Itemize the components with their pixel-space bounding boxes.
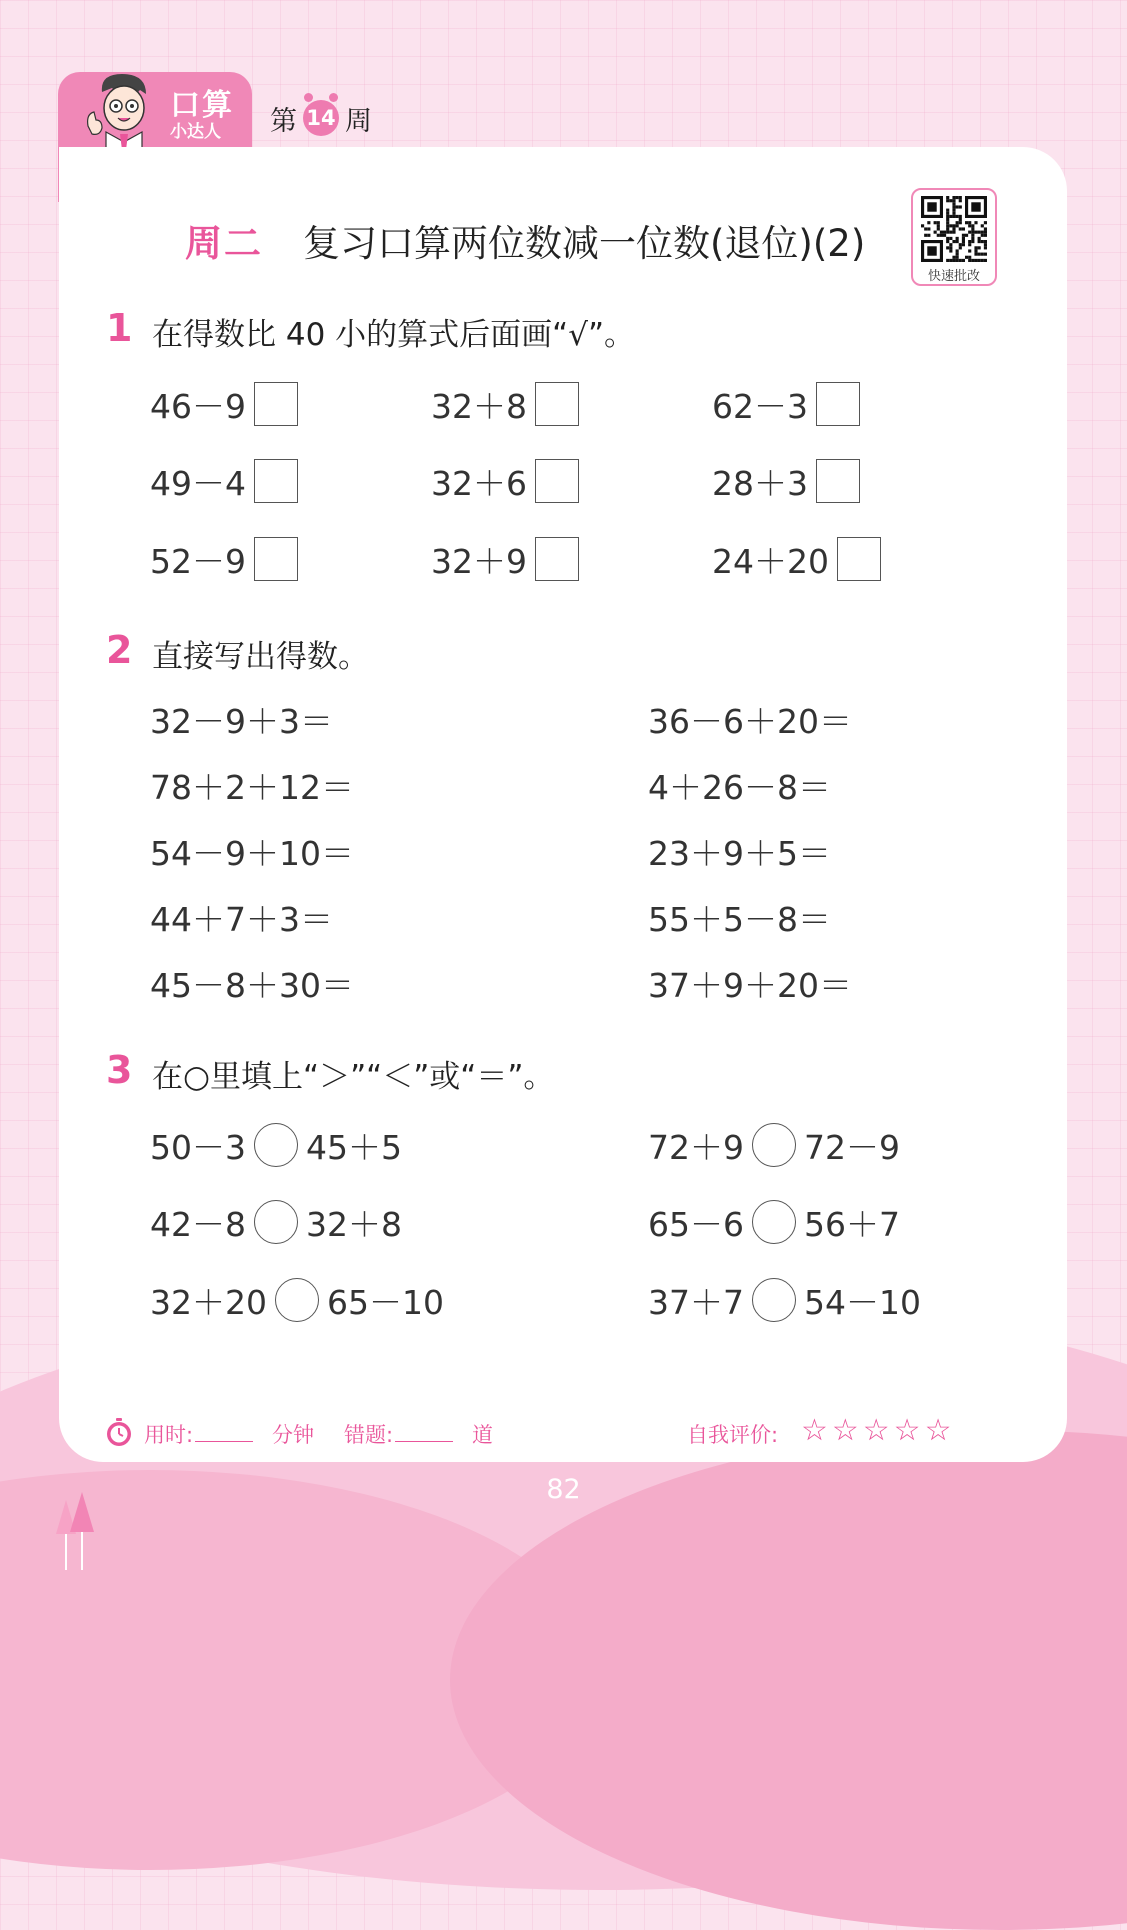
equation-item bbox=[648, 762, 831, 808]
equation-item bbox=[150, 828, 354, 874]
compare-circle[interactable] bbox=[752, 1278, 796, 1322]
expression-text: 32＋8 bbox=[431, 386, 527, 426]
expression-item bbox=[150, 536, 298, 582]
expression-text: 24＋20 bbox=[712, 541, 829, 581]
comparison-left: 37＋7 bbox=[648, 1282, 744, 1322]
section-2-instruction: 直接写出得数。 bbox=[152, 639, 369, 675]
equation-text: 54－9＋10＝ bbox=[150, 833, 354, 873]
comparison-item bbox=[648, 1277, 921, 1323]
comparison-left: 50－3 bbox=[150, 1127, 246, 1167]
title-text: 复习口算两位数减一位数(退位)(2) bbox=[303, 222, 866, 265]
expression-text: 28＋3 bbox=[712, 463, 808, 503]
expression-text: 32＋9 bbox=[431, 541, 527, 581]
compare-circle[interactable] bbox=[254, 1123, 298, 1167]
week-prefix: 第 bbox=[270, 105, 297, 137]
qr-panel[interactable] bbox=[911, 188, 997, 286]
answer-box[interactable] bbox=[535, 382, 579, 426]
comparison-item bbox=[150, 1277, 444, 1323]
tab-title: 口算 bbox=[170, 88, 234, 123]
page-title bbox=[185, 213, 865, 267]
equation-item bbox=[150, 762, 354, 808]
expression-text: 32＋6 bbox=[431, 463, 527, 503]
expression-item bbox=[150, 458, 298, 504]
comparison-left: 42－8 bbox=[150, 1204, 246, 1244]
comparison-right: 56＋7 bbox=[804, 1204, 900, 1244]
expression-item bbox=[431, 381, 579, 427]
comparison-item bbox=[648, 1122, 900, 1168]
week-label bbox=[270, 98, 372, 138]
section-3-instruction: 在○里填上“＞”“＜”或“＝”。 bbox=[152, 1059, 555, 1095]
footer bbox=[104, 1415, 984, 1451]
equation-item bbox=[648, 960, 852, 1006]
section-1-instruction: 在得数比 40 小的算式后面画“√”。 bbox=[152, 317, 636, 353]
equation-item bbox=[648, 696, 852, 742]
answer-box[interactable] bbox=[254, 459, 298, 503]
answer-box[interactable] bbox=[535, 459, 579, 503]
equation-text: 36－6＋20＝ bbox=[648, 701, 852, 741]
errors-blank[interactable] bbox=[395, 1421, 453, 1442]
comparison-left: 65－6 bbox=[648, 1204, 744, 1244]
day-label: 周二 bbox=[185, 222, 263, 265]
expression-item bbox=[431, 458, 579, 504]
time-unit: 分钟 bbox=[272, 1423, 314, 1447]
stopwatch-icon bbox=[104, 1417, 134, 1447]
expression-item bbox=[712, 381, 860, 427]
comparison-left: 72＋9 bbox=[648, 1127, 744, 1167]
answer-box[interactable] bbox=[254, 382, 298, 426]
equation-text: 45－8＋30＝ bbox=[150, 965, 354, 1005]
answer-box[interactable] bbox=[535, 537, 579, 581]
comparison-right: 54－10 bbox=[804, 1282, 921, 1322]
expression-text: 49－4 bbox=[150, 463, 246, 503]
equation-item bbox=[150, 894, 333, 940]
equation-text: 37＋9＋20＝ bbox=[648, 965, 852, 1005]
equation-text: 78＋2＋12＝ bbox=[150, 767, 354, 807]
comparison-item bbox=[150, 1122, 402, 1168]
expression-item bbox=[431, 536, 579, 582]
section-2-number: 2 bbox=[106, 628, 133, 672]
answer-box[interactable] bbox=[837, 537, 881, 581]
time-blank[interactable] bbox=[195, 1421, 253, 1442]
equation-item bbox=[648, 828, 831, 874]
compare-circle[interactable] bbox=[752, 1200, 796, 1244]
equation-text: 55＋5－8＝ bbox=[648, 899, 831, 939]
comparison-right: 65－10 bbox=[326, 1282, 444, 1322]
comparison-right: 72－9 bbox=[804, 1127, 900, 1167]
expression-text: 46－9 bbox=[150, 386, 246, 426]
equation-text: 4＋26－8＝ bbox=[648, 767, 831, 807]
comparison-item bbox=[150, 1199, 402, 1245]
section-3-number: 3 bbox=[106, 1048, 133, 1092]
errors-unit: 道 bbox=[472, 1423, 493, 1447]
equation-text: 23＋9＋5＝ bbox=[648, 833, 831, 873]
expression-item bbox=[712, 536, 881, 582]
qr-label: 快速批改 bbox=[927, 269, 980, 284]
mascot-icon bbox=[80, 70, 170, 150]
page-number: 82 bbox=[546, 1474, 581, 1505]
answer-box[interactable] bbox=[816, 382, 860, 426]
compare-circle[interactable] bbox=[275, 1278, 319, 1322]
tab-subtitle: 小达人 bbox=[170, 122, 221, 142]
comparison-item bbox=[648, 1199, 900, 1245]
errors-label: 错题: bbox=[344, 1423, 394, 1447]
answer-box[interactable] bbox=[816, 459, 860, 503]
qr-code-icon[interactable] bbox=[921, 196, 987, 262]
expression-item bbox=[150, 381, 298, 427]
expression-text: 52－9 bbox=[150, 541, 246, 581]
expression-item bbox=[712, 458, 860, 504]
equation-text: 32－9＋3＝ bbox=[150, 701, 333, 741]
rating-stars[interactable]: ☆☆☆☆☆ bbox=[801, 1413, 956, 1448]
equation-item bbox=[648, 894, 831, 940]
answer-box[interactable] bbox=[254, 537, 298, 581]
week-suffix: 周 bbox=[345, 105, 372, 137]
section-1-number: 1 bbox=[106, 306, 133, 350]
comparison-left: 32＋20 bbox=[150, 1282, 267, 1322]
time-label: 用时: bbox=[144, 1423, 194, 1447]
comparison-right: 32＋8 bbox=[306, 1204, 402, 1244]
equation-item bbox=[150, 696, 333, 742]
equation-text: 44＋7＋3＝ bbox=[150, 899, 333, 939]
expression-text: 62－3 bbox=[712, 386, 808, 426]
compare-circle[interactable] bbox=[254, 1200, 298, 1244]
comparison-right: 45＋5 bbox=[306, 1127, 402, 1167]
rating-label: 自我评价: bbox=[687, 1423, 779, 1447]
equation-item bbox=[150, 960, 354, 1006]
tree-decoration-icon bbox=[52, 1490, 102, 1570]
compare-circle[interactable] bbox=[752, 1123, 796, 1167]
week-number-badge: 14 bbox=[303, 100, 339, 136]
